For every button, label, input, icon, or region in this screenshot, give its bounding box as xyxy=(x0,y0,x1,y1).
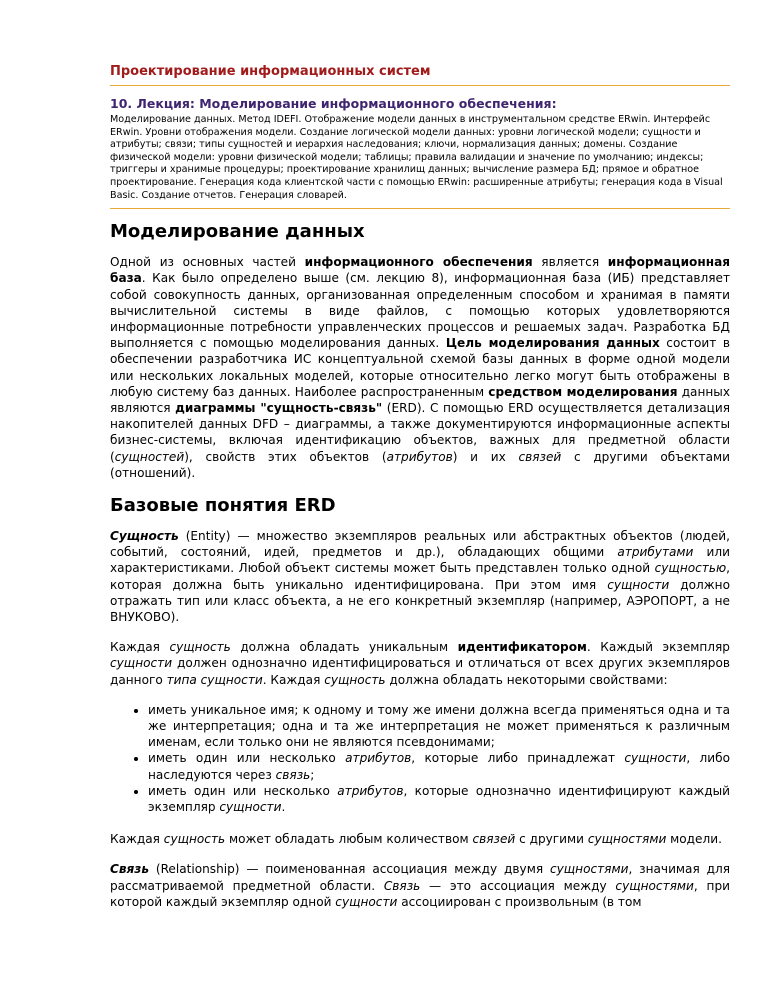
term-bold: информационного обеспечения xyxy=(304,255,533,270)
term-italic: сущность xyxy=(169,640,231,655)
term-entity: Сущность xyxy=(110,529,179,543)
list-item xyxy=(148,783,730,815)
term-italic: сущностями xyxy=(615,878,694,893)
text: должен однозначно идентифицироваться и отличаться от всех других экземпляров данного xyxy=(110,656,730,687)
paragraph-entity-identifier xyxy=(110,639,730,688)
list-item xyxy=(148,750,730,782)
text: должна обладать уникальным xyxy=(230,640,458,655)
paragraph-entity-definition xyxy=(110,528,730,625)
text: может обладать любым количеством xyxy=(225,832,473,847)
text: ассоциирован с произвольным (в том xyxy=(397,894,642,909)
text: модели. xyxy=(666,832,722,847)
text: . Как было определено выше (см. лекцию 8), информационная база (ИБ) представляет собой совокупность данных, организованная определенным способом и хранимая в памяти вычислительной системы в виде файлов, с помощью которых удовлетворяются информационные потребности управленческих процессов и решаемых задач. Разработка БД выполняется с помощью моделирования данных. xyxy=(110,271,730,351)
entity-properties-list xyxy=(110,702,730,815)
term-italic: типа сущности xyxy=(166,672,263,687)
term-italic: сущности xyxy=(624,751,687,766)
text: . Каждый экземпляр xyxy=(586,640,730,655)
course-title: Проектирование информационных систем xyxy=(110,64,730,86)
term-bold-italic xyxy=(110,862,149,876)
term-italic: связей xyxy=(472,832,516,847)
text: состоит в обеспечении разработчика ИС концептуальной схемой базы данных в форме одной модели или нескольких локальных моделей, которые относительно легко могут быть отображены в любую систему баз данных. Наиболее распространенным xyxy=(110,336,730,399)
term-bold: идентификатором xyxy=(457,640,587,655)
term-bold: информационная база xyxy=(110,255,730,286)
text: с другими xyxy=(515,832,588,847)
term-italic: сущность xyxy=(163,832,226,847)
lecture-title: 10. Лекция: Моделирование информационного обеспечения: xyxy=(110,96,557,111)
text: является xyxy=(532,255,608,270)
term-bold: диаграммы "сущность-связь" xyxy=(175,400,383,415)
term-italic: Связь xyxy=(383,878,421,893)
paragraph-relationship-definition xyxy=(110,861,730,910)
term-italic: атрибутов xyxy=(345,751,412,766)
text: (Entity) — множество экземпляров реальных или абстрактных объектов (людей, событий, состояний, идей, предметов и др.), обладающих общими xyxy=(110,529,730,560)
term-relationship: Связь xyxy=(110,862,149,877)
term-italic: сущностями xyxy=(549,862,629,877)
term-bold-italic xyxy=(110,529,179,543)
text: , которые однозначно идентифицируют каждый экземпляр xyxy=(148,783,730,815)
term-italic: сущности xyxy=(607,577,670,592)
text: или характеристиками. Любой объект системы может быть представлен только одной xyxy=(110,545,731,576)
term-italic: сущностями xyxy=(587,832,667,847)
text: иметь уникальное имя; к одному и тому же имени должна всегда применяться одна и та же интерпретация; одна и та же интерпретация не может применяться к различным именам, если только они не являются псевдонимами; xyxy=(148,702,730,750)
text: — это ассоциация между xyxy=(420,878,616,893)
paragraph-data-modeling xyxy=(110,254,730,481)
text: ; xyxy=(310,767,315,782)
lecture-abstract: Моделирование данных. Метод IDEFI. Отображение модели данных в инструментальном средстве ERwin. Интерфейс ERwin. Уровни отображения модели. Создание логической модели данных: уровни логической модели; сущности и атрибуты; связи; типы сущностей и иерархия наследования; ключи, нормализация данных; домены. Создание физической модели: уровни физической модели; таблицы; правила валидации и значение по умолчанию; индексы; триггеры и хранимые процедуры; проектирование хранилищ данных; вычисление размера БД; прямое и обратное проектирование. Генерация кода клиентской части с помощью ERwin: расширенные атрибуты; генерация кода в Visual Basic. Создание отчетов. Генерация словарей. xyxy=(110,114,730,209)
list-item xyxy=(148,702,730,751)
term-italic: сущности xyxy=(219,800,282,815)
text: Каждая xyxy=(110,640,170,655)
term-italic: связь xyxy=(275,767,311,782)
text: , при которой каждый экземпляр одной xyxy=(110,878,730,909)
term-italic: атрибутов xyxy=(337,783,404,798)
text: (ERD). С помощью ERD осуществляется детализация накопителей данных DFD – диаграммы, а также документируются информационные аспекты бизнес-системы, включая идентификацию объектов, важных для предметной области ( xyxy=(110,400,730,464)
text: ) и их xyxy=(452,449,519,464)
text: , либо наследуются через xyxy=(148,751,730,782)
text: , которые либо принадлежат xyxy=(411,751,625,766)
term-italic: атрибутов xyxy=(386,449,453,464)
text: . Каждая xyxy=(262,672,325,687)
term-italic: атрибутами xyxy=(617,545,694,560)
text: иметь один или несколько xyxy=(148,751,346,766)
text: , значимая для рассматриваемой предметной области. xyxy=(110,862,730,893)
paragraph-entity-relations xyxy=(110,831,730,847)
term-bold: Цель моделирования данных xyxy=(445,336,660,351)
text: иметь один или несколько xyxy=(148,783,338,798)
term-italic: сущности xyxy=(110,656,173,671)
text: , которая должна быть уникально идентифицирована. При этом имя xyxy=(110,561,730,592)
term-italic: сущность xyxy=(324,672,386,687)
text: . xyxy=(281,800,286,815)
term-italic: сущности xyxy=(335,894,398,909)
term-italic: связей xyxy=(518,449,562,464)
text: Каждая xyxy=(110,832,164,847)
text: данных являются xyxy=(110,384,730,415)
text: должно отражать тип или класс объекта, а не его конкретный экземпляр (например, АЭРОПОРТ, а не ВНУКОВО). xyxy=(110,577,730,625)
term-italic: сущностей xyxy=(114,449,185,464)
text: (Relationship) — поименованная ассоциация между двумя xyxy=(148,862,550,877)
term-bold: средством моделирования xyxy=(488,384,678,399)
text: ), свойств этих объектов ( xyxy=(184,449,387,464)
section-heading-data-modeling: Моделирование данных xyxy=(110,221,365,243)
text: Одной из основных частей xyxy=(110,255,305,270)
term-italic: сущностью xyxy=(654,561,727,576)
text: должна обладать некоторыми свойствами: xyxy=(385,672,668,687)
text: с другими объектами (отношений). xyxy=(110,449,730,480)
section-heading-erd-basics: Базовые понятия ERD xyxy=(110,495,336,516)
